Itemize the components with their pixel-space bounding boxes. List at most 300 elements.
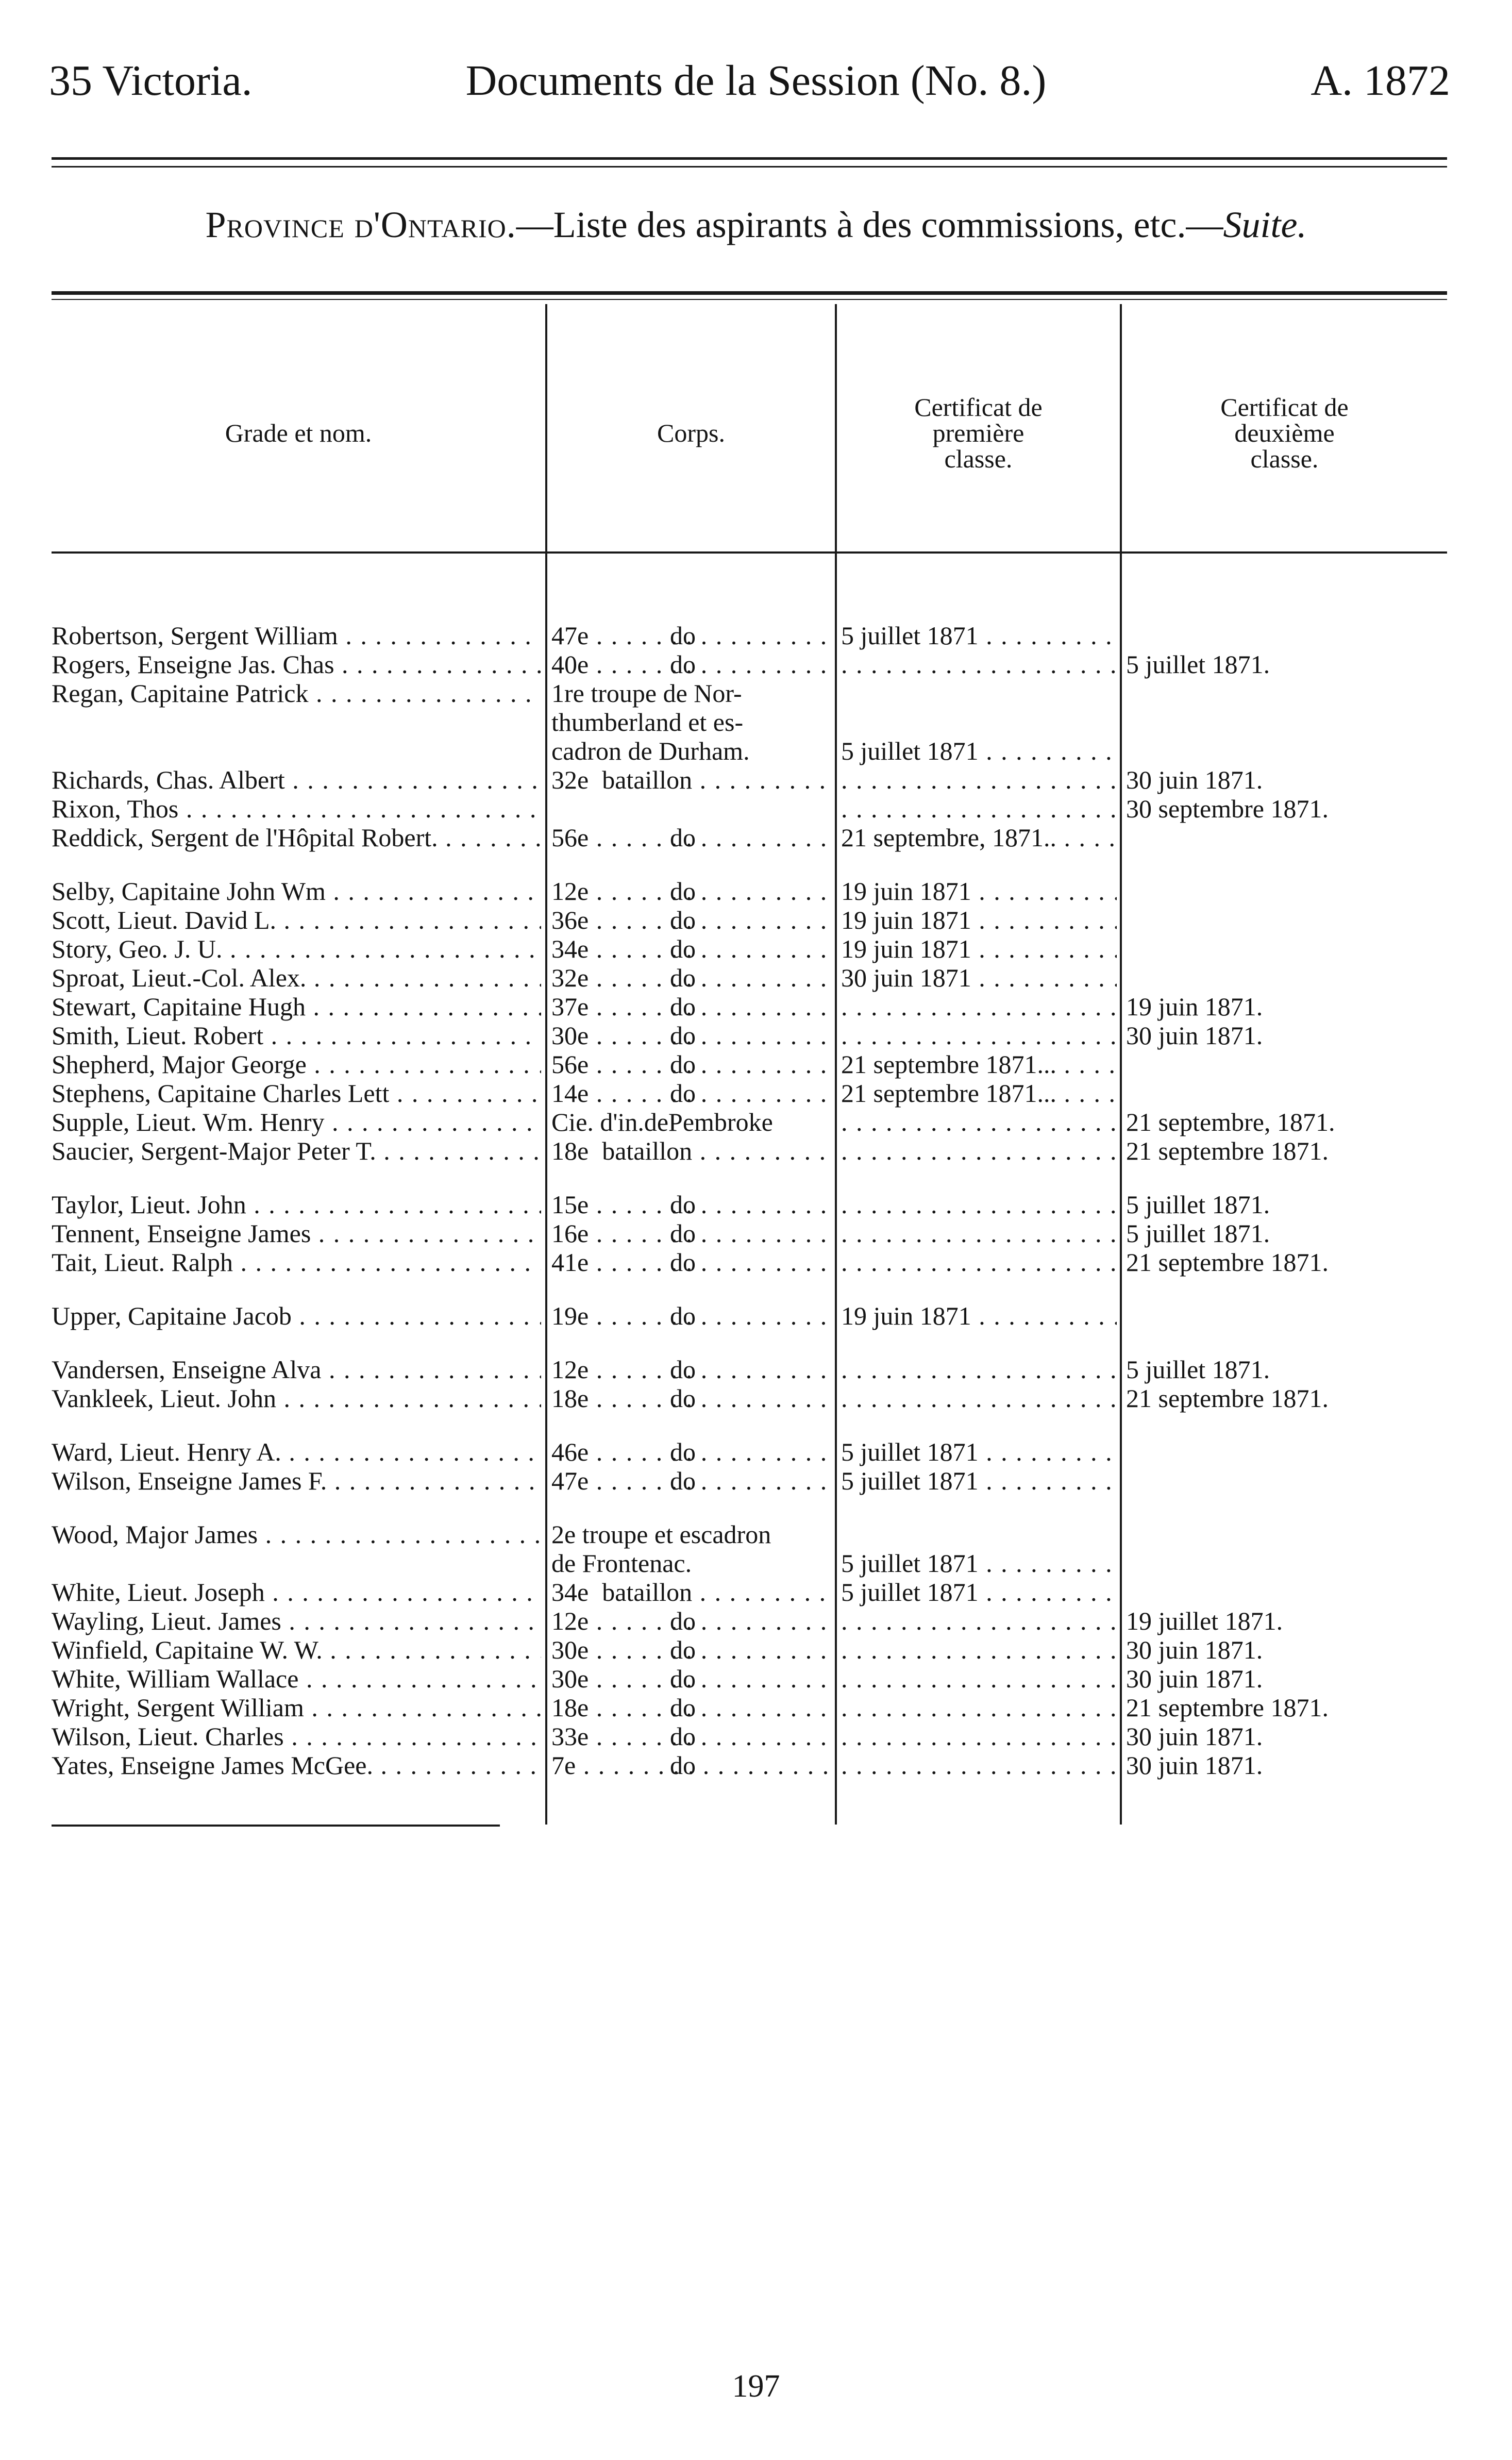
cert2-cell-text: 21 septembre 1871.: [1126, 1136, 1329, 1165]
cert1-cell: [841, 1722, 1117, 1751]
cert2-cell-text: 30 juin 1871.: [1126, 765, 1263, 794]
corps-number: 30e: [551, 1664, 589, 1693]
corps-text: 1re troupe de Nor-: [551, 679, 742, 708]
cert1-cell-text: 21 septembre 1871...: [841, 1079, 1056, 1108]
cert2-cell: [1126, 1136, 1487, 1165]
cert2-cell-text: 5 juillet 1871.: [1126, 1190, 1270, 1219]
corps-number: 18e: [551, 1384, 589, 1413]
name-cell-text: Regan, Capitaine Patrick: [52, 679, 309, 708]
name-cell-text: Tait, Lieut. Ralph: [52, 1248, 233, 1277]
name-cell: [52, 992, 541, 1021]
corps-text: do: [670, 1606, 696, 1635]
corps-number: 34e: [551, 1578, 589, 1606]
cert1-cell: [841, 1301, 1117, 1330]
running-header-left: 35 Victoria.: [49, 57, 253, 105]
cert2-cell-text: 5 juillet 1871.: [1126, 1355, 1270, 1384]
corps-cell: [551, 1437, 835, 1466]
cert2-cell-text: 21 septembre, 1871.: [1126, 1108, 1335, 1136]
corps-number: 30e: [551, 1635, 589, 1664]
corps-text: do: [670, 650, 696, 679]
corps-cell: [551, 765, 835, 794]
page-number: 197: [732, 2369, 780, 2404]
name-cell-text: Sproat, Lieut.-Col. Alex.: [52, 963, 307, 992]
name-cell: [52, 1108, 541, 1136]
corps-cell: [551, 1301, 835, 1330]
corps-number: 46e: [551, 1437, 589, 1466]
cert2-cell: [1126, 1693, 1487, 1722]
corps-cell: [551, 877, 835, 906]
cert2-cell: [1126, 1248, 1487, 1277]
name-cell: [52, 963, 541, 992]
corps-text: do: [670, 823, 696, 852]
table-row: [0, 963, 1512, 992]
caption-province: Province d'Ontario.: [205, 204, 516, 245]
name-cell: [52, 1437, 541, 1466]
name-cell-text: Stewart, Capitaine Hugh: [52, 992, 306, 1021]
corps-cell: [551, 1079, 835, 1108]
cert1-cell: [841, 1635, 1117, 1664]
table-row: [0, 934, 1512, 963]
corps-cell: [551, 1664, 835, 1693]
corps-number: 33e: [551, 1722, 589, 1751]
name-cell: [52, 1578, 541, 1606]
name-cell-text: Rogers, Enseigne Jas. Chas: [52, 650, 334, 679]
cert2-cell-text: 30 juin 1871.: [1126, 1664, 1263, 1693]
corps-number: 36e: [551, 906, 589, 934]
name-cell-text: Wood, Major James: [52, 1520, 258, 1549]
name-cell-text: Robertson, Sergent William: [52, 621, 338, 650]
cert1-cell-text: 5 juillet 1871: [841, 1549, 979, 1578]
name-cell-text: Taylor, Lieut. John: [52, 1190, 246, 1219]
corps-number: 7e: [551, 1751, 576, 1780]
cert1-cell: [841, 1079, 1117, 1108]
cert1-cell: [841, 1219, 1117, 1248]
corps-number: 14e: [551, 1079, 589, 1108]
cert2-cell-text: 19 juillet 1871.: [1126, 1606, 1283, 1635]
name-cell-text: Vandersen, Enseigne Alva: [52, 1355, 322, 1384]
name-cell-text: Winfield, Capitaine W. W.: [52, 1635, 323, 1664]
name-cell-text: Tennent, Enseigne James: [52, 1219, 311, 1248]
table-row: [0, 1219, 1512, 1248]
cert2-cell: [1126, 1355, 1487, 1384]
cert2-cell: [1126, 1108, 1487, 1136]
corps-text: do: [670, 963, 696, 992]
cert1-cell-text: 21 septembre, 1871..: [841, 823, 1056, 852]
column-header-grade-label: Grade et nom.: [225, 419, 372, 447]
cert2-cell: [1126, 1664, 1487, 1693]
corps-number: 12e: [551, 877, 589, 906]
cert1-cell: [841, 1693, 1117, 1722]
corps-number: 56e: [551, 1050, 589, 1079]
cert2-cell-text: 30 juin 1871.: [1126, 1722, 1263, 1751]
name-cell: [52, 708, 541, 737]
corps-cell: [551, 737, 835, 765]
cert2-cell: [1126, 1219, 1487, 1248]
cert1-cell: [841, 1437, 1117, 1466]
cert1-cell: [841, 1108, 1117, 1136]
column-header-cert1: [837, 394, 1120, 472]
name-cell-text: Upper, Capitaine Jacob: [52, 1301, 292, 1330]
cert2-cell: [1126, 992, 1487, 1021]
name-cell: [52, 1384, 541, 1413]
corps-text: bataillon: [602, 765, 693, 794]
name-cell-text: Yates, Enseigne James McGee.: [52, 1751, 373, 1780]
corps-text: cadron de Durham.: [551, 737, 750, 765]
cert2-cell: [1126, 877, 1487, 906]
table-row: [0, 1466, 1512, 1495]
name-cell: [52, 1693, 541, 1722]
table-row: [0, 737, 1512, 765]
corps-text: do: [670, 1466, 696, 1495]
corps-text: do: [670, 1219, 696, 1248]
table-row: [0, 794, 1512, 823]
cert1-cell: [841, 1578, 1117, 1606]
corps-cell: [551, 1693, 835, 1722]
cert1-cell: [841, 1606, 1117, 1635]
cert2-cell: [1126, 1079, 1487, 1108]
name-cell: [52, 737, 541, 765]
table-row: [0, 1578, 1512, 1606]
name-cell-text: Ward, Lieut. Henry A.: [52, 1437, 281, 1466]
cert1-cell-text: 5 juillet 1871: [841, 1437, 979, 1466]
cert2-cell: [1126, 1520, 1487, 1549]
cert1-cell: [841, 1248, 1117, 1277]
name-cell: [52, 1301, 541, 1330]
name-cell: [52, 765, 541, 794]
cert1-cell-text: 30 juin 1871: [841, 963, 971, 992]
cert1-cell-text: 5 juillet 1871: [841, 737, 979, 765]
column-header-corps: [547, 420, 835, 446]
caption-text: —Liste des aspirants à des commissions, etc.—: [516, 204, 1223, 245]
cert2-cell: [1126, 1050, 1487, 1079]
corps-cell: [551, 650, 835, 679]
table-row: [0, 1050, 1512, 1079]
cert1-cell: [841, 1355, 1117, 1384]
table-row: [0, 992, 1512, 1021]
corps-number: 12e: [551, 1606, 589, 1635]
cert1-line-1: Certificat de: [914, 393, 1043, 422]
name-cell: [52, 1050, 541, 1079]
cert2-cell-text: 19 juin 1871.: [1126, 992, 1263, 1021]
cert1-cell: [841, 1751, 1117, 1780]
cert2-cell: [1126, 650, 1487, 679]
corps-text: do: [670, 1021, 696, 1050]
cert2-cell: [1126, 934, 1487, 963]
name-cell: [52, 1722, 541, 1751]
corps-cell: [551, 1384, 835, 1413]
table-row: [0, 1355, 1512, 1384]
cert2-cell: [1126, 1578, 1487, 1606]
corps-cell: [551, 1751, 835, 1780]
corps-text: thumberland et es-: [551, 708, 744, 737]
cert2-cell: [1126, 906, 1487, 934]
running-header-title: Documents de la Session (No. 8.): [465, 57, 1047, 105]
header-rule-top: [52, 157, 1447, 160]
table-row: [0, 1021, 1512, 1050]
corps-number: 47e: [551, 1466, 589, 1495]
corps-text: bataillon: [602, 1578, 693, 1606]
corps-text: 2e troupe et escadron: [551, 1520, 771, 1549]
corps-cell: [551, 1021, 835, 1050]
corps-text: do: [670, 906, 696, 934]
corps-cell: [551, 1190, 835, 1219]
name-cell-text: White, Lieut. Joseph: [52, 1578, 265, 1606]
corps-text: do: [670, 1437, 696, 1466]
cert1-cell: [841, 992, 1117, 1021]
table-row: [0, 1079, 1512, 1108]
corps-number: 47e: [551, 621, 589, 650]
cert2-cell: [1126, 708, 1487, 737]
cert1-cell: [841, 621, 1117, 650]
corps-number: 19e: [551, 1301, 589, 1330]
column-header-grade: [52, 420, 545, 446]
corps-text: bataillon: [602, 1136, 693, 1165]
name-cell-text: Story, Geo. J. U.: [52, 934, 223, 963]
cert2-cell-text: 21 septembre 1871.: [1126, 1248, 1329, 1277]
corps-cell: [551, 963, 835, 992]
cert2-cell: [1126, 794, 1487, 823]
cert1-cell: [841, 1466, 1117, 1495]
corps-text: do: [670, 1384, 696, 1413]
table-row: [0, 621, 1512, 650]
cert1-cell-text: 5 juillet 1871: [841, 1578, 979, 1606]
table-row: [0, 650, 1512, 679]
name-cell-text: Scott, Lieut. David L.: [52, 906, 277, 934]
corps-number: 32e: [551, 963, 589, 992]
cert2-cell-text: 30 juin 1871.: [1126, 1635, 1263, 1664]
name-cell: [52, 621, 541, 650]
table-row: [0, 1190, 1512, 1219]
corps-cell: [551, 679, 835, 708]
cert2-cell: [1126, 1549, 1487, 1578]
name-cell: [52, 1549, 541, 1578]
name-cell-text: Rixon, Thos: [52, 794, 179, 823]
name-cell: [52, 1606, 541, 1635]
table-row: [0, 1635, 1512, 1664]
corps-cell: [551, 1355, 835, 1384]
name-cell: [52, 934, 541, 963]
cert1-cell: [841, 1664, 1117, 1693]
cert1-cell-text: 19 juin 1871: [841, 934, 971, 963]
corps-cell: [551, 823, 835, 852]
name-cell: [52, 906, 541, 934]
table-row: [0, 1520, 1512, 1549]
table-row: [0, 1549, 1512, 1578]
cert2-cell: [1126, 1021, 1487, 1050]
corps-number: 40e: [551, 650, 589, 679]
cert2-cell: [1126, 1384, 1487, 1413]
name-cell: [52, 679, 541, 708]
cert1-cell: [841, 1190, 1117, 1219]
corps-cell: [551, 1466, 835, 1495]
name-cell-text: Vankleek, Lieut. John: [52, 1384, 277, 1413]
cert1-cell: [841, 906, 1117, 934]
cert1-cell: [841, 877, 1117, 906]
corps-cell: [551, 1578, 835, 1606]
cert2-cell: [1126, 1751, 1487, 1780]
corps-text: do: [670, 1664, 696, 1693]
column-header-cert2: [1122, 394, 1447, 472]
corps-cell: [551, 1248, 835, 1277]
cert1-cell-text: 21 septembre 1871...: [841, 1050, 1056, 1079]
table-row: [0, 1751, 1512, 1780]
table-row: [0, 1722, 1512, 1751]
corps-cell: [551, 1219, 835, 1248]
name-cell: [52, 650, 541, 679]
cert1-cell: [841, 1520, 1117, 1549]
table-row: [0, 1437, 1512, 1466]
cert1-cell-text: 19 juin 1871: [841, 906, 971, 934]
cert1-cell: [841, 823, 1117, 852]
name-cell-text: Wright, Sergent William: [52, 1693, 304, 1722]
cert2-cell: [1126, 1466, 1487, 1495]
cert1-cell: [841, 963, 1117, 992]
cert1-line-3: classe.: [944, 444, 1013, 473]
cert2-cell: [1126, 737, 1487, 765]
name-cell-text: Selby, Capitaine John Wm: [52, 877, 326, 906]
cert2-cell-text: 30 juin 1871.: [1126, 1751, 1263, 1780]
cert1-cell-text: 5 juillet 1871: [841, 1466, 979, 1495]
corps-cell: [551, 1136, 835, 1165]
corps-number: 12e: [551, 1355, 589, 1384]
corps-cell: [551, 708, 835, 737]
cert1-cell: [841, 708, 1117, 737]
table-top-rule-thin: [52, 299, 1447, 300]
name-cell: [52, 1190, 541, 1219]
corps-number: 41e: [551, 1248, 589, 1277]
corps-number: 56e: [551, 823, 589, 852]
corps-number: 32e: [551, 765, 589, 794]
cert1-cell-text: 5 juillet 1871: [841, 621, 979, 650]
table-row: [0, 1664, 1512, 1693]
cert2-cell: [1126, 963, 1487, 992]
corps-cell: [551, 992, 835, 1021]
name-cell: [52, 1635, 541, 1664]
corps-text: do: [670, 1751, 696, 1780]
cert2-cell: [1126, 823, 1487, 852]
name-cell-text: Saucier, Sergent-Major Peter T.: [52, 1136, 376, 1165]
cert2-line-3: classe.: [1250, 444, 1319, 473]
running-header-right: A. 1872: [1311, 57, 1450, 105]
table-row: [0, 906, 1512, 934]
name-cell: [52, 1355, 541, 1384]
corps-number: 18e: [551, 1136, 589, 1165]
name-cell: [52, 1664, 541, 1693]
name-cell: [52, 823, 541, 852]
table-row: [0, 1301, 1512, 1330]
corps-number: 37e: [551, 992, 589, 1021]
cert2-cell: [1126, 765, 1487, 794]
corps-text: do: [670, 1722, 696, 1751]
cert2-cell-text: 21 septembre 1871.: [1126, 1693, 1329, 1722]
cert1-cell: [841, 679, 1117, 708]
corps-text: do: [670, 1050, 696, 1079]
table-row: [0, 679, 1512, 708]
name-cell-text: Smith, Lieut. Robert: [52, 1021, 264, 1050]
caption-suite: Suite.: [1223, 204, 1307, 245]
name-cell-text: Shepherd, Major George: [52, 1050, 307, 1079]
corps-cell: [551, 1635, 835, 1664]
cert2-cell: [1126, 679, 1487, 708]
corps-cell: [551, 1520, 835, 1549]
cert2-cell: [1126, 1635, 1487, 1664]
name-cell: [52, 1136, 541, 1165]
name-cell: [52, 1466, 541, 1495]
cert2-cell: [1126, 1190, 1487, 1219]
corps-cell: [551, 1108, 835, 1136]
corps-text: do: [670, 877, 696, 906]
name-cell-text: Wilson, Enseigne James F.: [52, 1466, 327, 1495]
table-row: [0, 1693, 1512, 1722]
table-row: [0, 1248, 1512, 1277]
cert1-cell: [841, 765, 1117, 794]
cert1-cell: [841, 934, 1117, 963]
cert1-cell: [841, 1136, 1117, 1165]
name-cell: [52, 1248, 541, 1277]
name-cell: [52, 794, 541, 823]
corps-text: do: [670, 1079, 696, 1108]
name-cell-text: White, William Wallace: [52, 1664, 299, 1693]
cert2-cell-text: 5 juillet 1871.: [1126, 650, 1270, 679]
table-row: [0, 765, 1512, 794]
cert1-cell-text: 19 juin 1871: [841, 1301, 971, 1330]
corps-cell: [551, 1606, 835, 1635]
corps-cell: [551, 934, 835, 963]
table-bottom-rule: [52, 1825, 500, 1827]
column-header-corps-label: Corps.: [657, 419, 725, 447]
corps-text: do: [670, 1248, 696, 1277]
table-top-rule-thick: [52, 291, 1447, 295]
name-cell: [52, 877, 541, 906]
table-row: [0, 1384, 1512, 1413]
cert2-line-2: deuxième: [1234, 419, 1335, 447]
name-cell-text: Richards, Chas. Albert: [52, 765, 285, 794]
name-cell: [52, 1219, 541, 1248]
cert2-cell: [1126, 1437, 1487, 1466]
name-cell-text: Wilson, Lieut. Charles: [52, 1722, 284, 1751]
cert2-cell-text: 30 septembre 1871.: [1126, 794, 1329, 823]
corps-cell: [551, 794, 835, 823]
corps-text: do: [670, 1693, 696, 1722]
corps-text: Cie. d'in.dePembroke: [551, 1108, 773, 1136]
cert1-cell: [841, 794, 1117, 823]
table-row: [0, 1606, 1512, 1635]
header-rule-bottom: [52, 166, 1447, 168]
corps-number: 30e: [551, 1021, 589, 1050]
corps-text: do: [670, 1301, 696, 1330]
name-cell: [52, 1520, 541, 1549]
corps-cell: [551, 621, 835, 650]
cert1-cell-text: 19 juin 1871: [841, 877, 971, 906]
corps-text: do: [670, 934, 696, 963]
corps-number: 18e: [551, 1693, 589, 1722]
column-header-rule: [52, 551, 1447, 554]
name-cell-text: Reddick, Sergent de l'Hôpital Robert.: [52, 823, 438, 852]
corps-cell: [551, 906, 835, 934]
cert1-cell: [841, 1050, 1117, 1079]
cert1-cell: [841, 1021, 1117, 1050]
name-cell-text: Stephens, Capitaine Charles Lett: [52, 1079, 390, 1108]
corps-text: do: [670, 1190, 696, 1219]
cert1-cell: [841, 1384, 1117, 1413]
corps-text: do: [670, 1635, 696, 1664]
cert1-cell: [841, 737, 1117, 765]
corps-text: do: [670, 621, 696, 650]
cert2-cell-text: 21 septembre 1871.: [1126, 1384, 1329, 1413]
corps-cell: [551, 1549, 835, 1578]
table-row: [0, 1136, 1512, 1165]
cert2-cell: [1126, 1301, 1487, 1330]
